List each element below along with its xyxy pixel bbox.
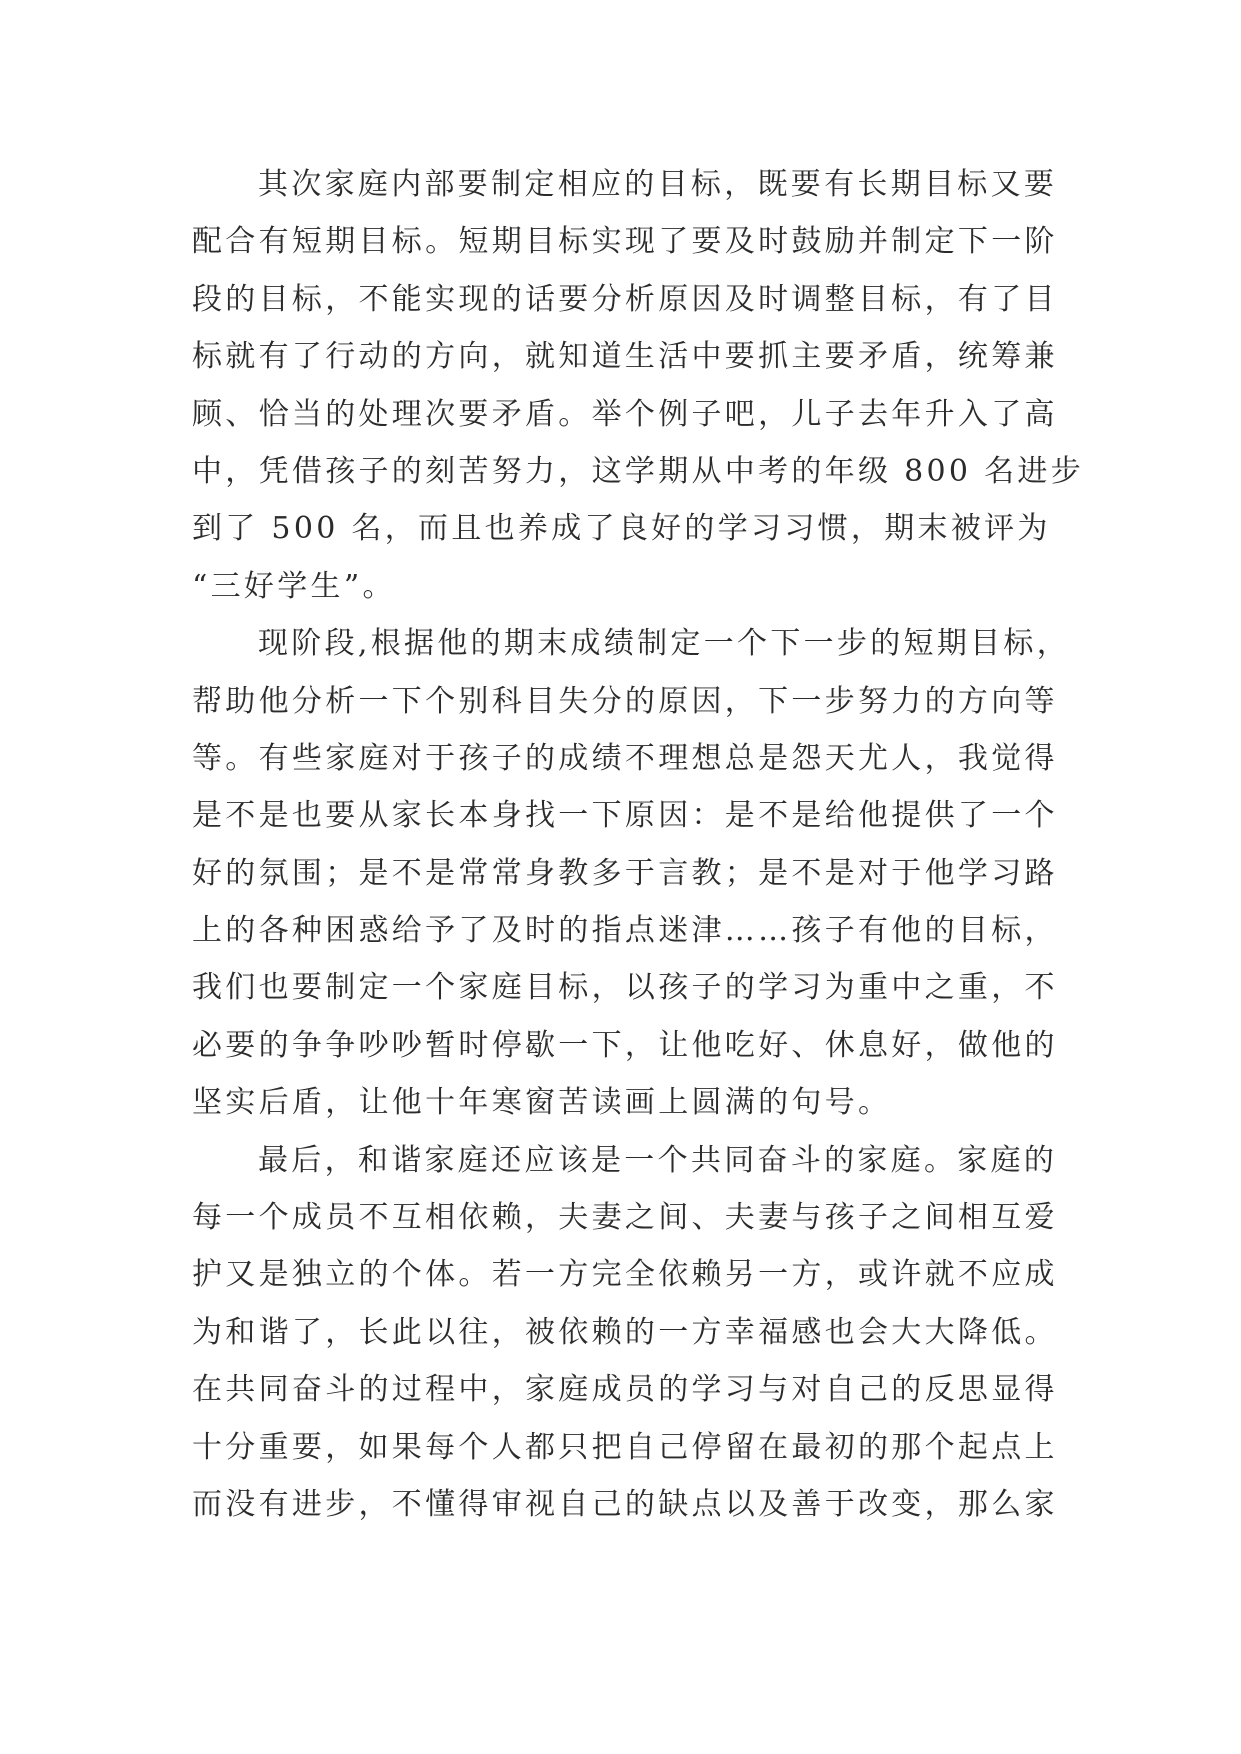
text-line: 必要的争争吵吵暂时停歇一下，让他吃好、休息好，做他的 <box>192 1027 1058 1063</box>
text-line: 是不是也要从家长本身找一下原因：是不是给他提供了一个 <box>192 798 1058 834</box>
text-line: 十分重要，如果每个人都只把自己停留在最初的那个起点上 <box>192 1429 1058 1465</box>
text-line: 现阶段,根据他的期末成绩制定一个下一步的短期目标， <box>258 626 1071 662</box>
text-line: 而没有进步，不懂得审视自己的缺点以及善于改变，那么家 <box>192 1486 1058 1522</box>
document-body <box>192 156 1085 1533</box>
text-line: 到了 500 名，而且也养成了良好的学习习惯，期末被评为 <box>192 511 1051 547</box>
text-line: 等。有些家庭对于孩子的成绩不理想总是怨天尤人，我觉得 <box>192 740 1058 776</box>
text-line: 段的目标，不能实现的话要分析原因及时调整目标，有了目 <box>192 281 1058 317</box>
text-line: 最后，和谐家庭还应该是一个共同奋斗的家庭。家庭的 <box>258 1142 1058 1178</box>
text-line: 每一个成员不互相依赖，夫妻之间、夫妻与孩子之间相互爱 <box>192 1200 1058 1236</box>
text-line: 标就有了行动的方向，就知道生活中要抓主要矛盾，统筹兼 <box>192 339 1058 375</box>
text-line: 在共同奋斗的过程中，家庭成员的学习与对自己的反思显得 <box>192 1372 1058 1408</box>
text-line: 护又是独立的个体。若一方完全依赖另一方，或许就不应成 <box>192 1257 1058 1293</box>
text-line: 顾、恰当的处理次要矛盾。举个例子吧，儿子去年升入了高 <box>192 396 1058 432</box>
paragraph-2 <box>192 615 1071 1132</box>
text-line: 上的各种困惑给予了及时的指点迷津……孩子有他的目标， <box>192 913 1058 949</box>
text-line: “三好学生”。 <box>192 568 396 604</box>
text-line: 其次家庭内部要制定相应的目标，既要有长期目标又要 <box>258 167 1058 202</box>
text-line: 中，凭借孩子的刻苦努力，这学期从中考的年级 800 名进步 <box>192 453 1085 489</box>
text-line: 我们也要制定一个家庭目标，以孩子的学习为重中之重，不 <box>192 970 1058 1006</box>
text-line: 为和谐了，长此以往，被依赖的一方幸福感也会大大降低。 <box>192 1314 1058 1350</box>
text-line: 坚实后盾，让他十年寒窗苦读画上圆满的句号。 <box>192 1085 892 1121</box>
paragraph-1 <box>192 156 1085 615</box>
text-line: 帮助他分析一下个别科目失分的原因，下一步努力的方向等 <box>192 683 1058 719</box>
text-line: 好的氛围；是不是常常身教多于言教；是不是对于他学习路 <box>192 855 1058 891</box>
paragraph-3 <box>192 1132 1058 1534</box>
text-line: 配合有短期目标。短期目标实现了要及时鼓励并制定下一阶 <box>192 224 1058 260</box>
